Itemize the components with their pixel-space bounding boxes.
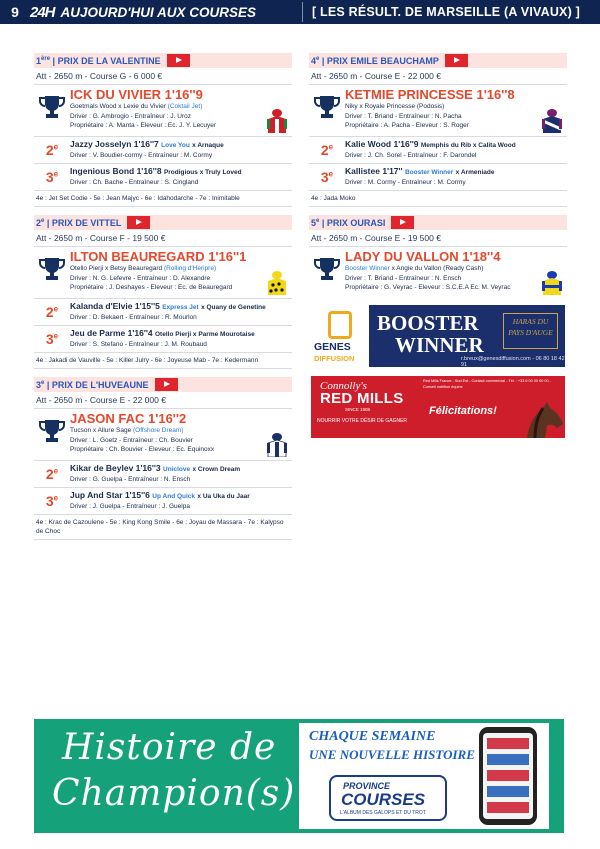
race-info: Att - 2650 m - Course E - 22 000 €: [34, 392, 292, 409]
winner-pedigree-link[interactable]: (Offshore Dream): [133, 427, 184, 434]
place-position: 2e: [45, 142, 59, 158]
place-driver: Driver : S. Stefano - Entraîneur : J. M. Roubaud: [70, 341, 207, 348]
winner-block: [309, 85, 567, 137]
winner-owner: Propriétaire : G. Veyrac - Eleveur : S.C.E.A Ec. M. Veyrac: [345, 284, 511, 291]
winner-pedigree: Goetmals Wood x Lexie du Vivier: [70, 103, 166, 110]
jockey-silk-icon: [539, 107, 565, 133]
winner-name: ILTON BEAUREGARD 1'16''1: [70, 249, 247, 264]
winner-pedigree-link[interactable]: Booster Winner: [345, 265, 390, 272]
ad-info: Red Mills France - Sud Est - Contact commercial - Tél. : +33 6 00 00 00 00 - Conseil nutrition équine: [423, 379, 551, 389]
place-dam: Prodigious x Truly Loved: [163, 169, 242, 176]
race-4: [309, 53, 567, 207]
place-driver: Driver : V. Boudier-cormy - Entraîneur : M. Cormy: [70, 152, 213, 159]
logo-line-1: PROVINCE: [343, 781, 391, 791]
place-position: 3e: [45, 331, 59, 347]
horse-head-icon: [517, 400, 565, 438]
place-horse: Kalie Wood 1'16''9: [345, 139, 419, 149]
place-horse: Kikar de Beylev 1'16''3: [70, 463, 161, 473]
right-column: [309, 53, 567, 307]
genes-diffusion-logo: [311, 305, 369, 367]
race-header: [34, 377, 292, 392]
province-courses-logo: [329, 775, 447, 821]
other-places: 4e : Jakadi de Vauville - 5e : Killer Julry - 6e : Joyeuse Mab - 7e : Kedermann: [34, 353, 292, 369]
place-horse: Kallistee 1'17'': [345, 166, 403, 176]
winner-pedigree: Tucson x Allure Sage: [70, 427, 132, 434]
place-sire-link[interactable]: Love You: [161, 142, 190, 149]
ad-congrats: Félicitations!: [429, 405, 497, 417]
jockey-silk-icon: [264, 431, 290, 457]
place-dam: x Crown Dream: [192, 466, 241, 473]
winner-driver: Driver : T. Briand - Entraîneur : N. Ensch: [345, 274, 462, 282]
race-header: [309, 53, 567, 68]
ad-brand-sub: DIFFUSION: [314, 354, 355, 363]
place-sire-link[interactable]: Uniclove: [163, 466, 191, 473]
winner-driver: Driver : G. Ambrogio - Entraîneur : J. Uroz: [70, 112, 192, 120]
ad-brand: RED MILLS: [320, 390, 404, 407]
race-info: Att - 2650 m - Course E - 19 500 €: [309, 230, 567, 247]
place-horse: Jup And Star 1'15''6: [70, 490, 150, 500]
race-header: [34, 53, 292, 68]
brand-logo: 24H: [30, 3, 55, 21]
left-column: [34, 53, 292, 548]
ad-since: SINCE 1908: [345, 407, 371, 412]
logo-line-2: COURSES: [341, 790, 426, 809]
other-places: 4e : Krac de Cazoulene - 5e : King Kong Smile - 6e : Joyau de Massara - 7e : Kalypso de Choc: [34, 515, 292, 540]
results-title: [ LES RÉSULT. DE MARSEILLE (A VIVAUX) ]: [312, 5, 580, 19]
place-row: [309, 164, 567, 191]
place-sire-link[interactable]: Express Jet: [162, 304, 199, 311]
winner-owner: Propriétaire : J. Deshayes - Eleveur : Ec. de Beauregard: [70, 284, 233, 291]
race-3: [34, 377, 292, 540]
race-number: 1: [36, 55, 42, 66]
haras-badge: HARAS DU PAYS D'AUGE: [503, 313, 558, 349]
place-driver: Driver : J. Guelpa - Entraîneur : J. Guelpa: [70, 503, 190, 510]
place-horse: Jeu de Parme 1'16''4: [70, 328, 153, 338]
place-sire-link[interactable]: Booster Winner: [404, 169, 454, 176]
winner-block: [34, 409, 292, 461]
play-video-button[interactable]: [167, 54, 190, 67]
place-horse: Kalanda d'Elvie 1'15''5: [70, 301, 160, 311]
trophy-icon: [309, 87, 345, 133]
race-name: | PRIX DE L'HUVEAUNE: [46, 379, 149, 390]
place-driver: Driver : M. Cormy - Entraîneur : M. Cormy: [345, 179, 466, 186]
race-name: | PRIX EMILE BEAUCHAMP: [321, 55, 439, 66]
logo-line-3: L'ALBUM DES GALOPS ET DU TROT: [340, 810, 426, 816]
winner-driver: Driver : T. Briand - Entraîneur : N. Pacha: [345, 112, 462, 120]
other-places: 4e : Jada Moko: [309, 191, 567, 207]
place-horse: Jazzy Josselyn 1'16''7: [70, 139, 159, 149]
place-position: 3e: [45, 169, 59, 185]
banner-card-line-2: UNE NOUVELLE HISTOIRE: [309, 747, 475, 762]
banner-card: [299, 723, 549, 829]
place-row: [34, 461, 292, 488]
play-video-button[interactable]: [127, 216, 150, 229]
race-name: | PRIX DE VITTEL: [46, 217, 122, 228]
winner-driver: Driver : N. G. Lefevre - Entraîneur : D. Alexandre: [70, 274, 211, 282]
place-row: [34, 488, 292, 515]
place-row: [34, 326, 292, 353]
place-driver: Driver : G. Guelpa - Entraîneur : N. Ensch: [70, 476, 191, 483]
race-ordinal: e: [316, 217, 320, 224]
place-position: 3e: [45, 493, 59, 509]
place-position: 3e: [320, 169, 334, 185]
play-video-button[interactable]: [445, 54, 468, 67]
winner-name: ICK DU VIVIER 1'16''9: [70, 87, 203, 102]
page-number: 9: [11, 4, 19, 20]
race-info: Att - 2650 m - Course F - 19 500 €: [34, 230, 292, 247]
ad-brand: GENES: [314, 341, 351, 353]
header-divider: [302, 2, 303, 22]
winner-name: JASON FAC 1'16''2: [70, 411, 187, 426]
place-horse: Ingenious Bond 1'16''8: [70, 166, 162, 176]
race-1: [34, 53, 292, 207]
place-row: [34, 299, 292, 326]
place-driver: Driver : J. Ch. Sorel - Entraîneur : F. Darondel: [345, 152, 477, 159]
race-info: Att - 2650 m - Course E - 22 000 €: [309, 68, 567, 85]
place-driver: Driver : D. Bekaert - Entraîneur : R. Mourlon: [70, 314, 197, 321]
place-sire-link[interactable]: Up And Quick: [152, 493, 196, 500]
banner-title-2: Champion(s): [52, 773, 296, 814]
place-dam: x Armeniade: [455, 169, 495, 176]
jockey-silk-icon: [264, 107, 290, 133]
race-5: [309, 215, 567, 299]
other-places: 4e : Jet Set Codie - 5e : Jean Majyc - 6e : Idahodarche - 7e : Inimitable: [34, 191, 292, 207]
winner-name: LADY DU VALLON 1'18''4: [345, 249, 501, 264]
genes-logo-icon: [328, 311, 352, 339]
place-dam: x Quany de Genetine: [201, 304, 266, 311]
place-position: 2e: [45, 466, 59, 482]
phone-screen: [483, 733, 533, 819]
winner-block: [309, 247, 567, 299]
section-title: AUJOURD'HUI AUX COURSES: [60, 4, 257, 20]
winner-pedigree-link[interactable]: (Coktail Jet): [167, 103, 203, 110]
place-row: [309, 137, 567, 164]
place-dam: x Arnaque: [192, 142, 224, 149]
jockey-silk-icon: [264, 269, 290, 295]
page-header: [0, 0, 600, 24]
trophy-icon: [34, 411, 70, 457]
winner-pedigree: Niky x Royale Princesse (Podosis): [345, 103, 445, 110]
phone-icon: [479, 727, 537, 825]
place-dam: x Ua Uka du Jaar: [197, 493, 250, 500]
play-video-button[interactable]: [391, 216, 414, 229]
red-mills-ad[interactable]: [311, 376, 565, 438]
race-name: | PRIX DE LA VALENTINE: [52, 55, 161, 66]
place-position: 2e: [320, 142, 334, 158]
race-ordinal: ère: [41, 55, 51, 62]
winner-owner: Propriétaire : Ch. Bouvier - Eleveur : Ec. Equinoxx: [70, 446, 215, 453]
race-number: 4: [311, 55, 317, 66]
banner-card-line-1: CHAQUE SEMAINE: [309, 729, 436, 744]
race-header: [34, 215, 292, 230]
ad-headline-1: BOOSTER: [377, 311, 479, 335]
race-ordinal: e: [316, 55, 320, 62]
winner-pedigree: Otello Pierji x Betsy Beauregard: [70, 265, 163, 272]
race-ordinal: e: [41, 379, 45, 386]
place-row: [34, 164, 292, 191]
race-header: [309, 215, 567, 230]
race-number: 2: [36, 217, 42, 228]
jockey-silk-icon: [539, 269, 565, 295]
winner-pedigree-link[interactable]: (Rolling d'Heripre): [163, 265, 217, 272]
race-name: | PRIX OURASI: [321, 217, 386, 228]
race-number: 5: [311, 217, 317, 228]
place-driver: Driver : Ch. Bache - Entraîneur : S. Cingland: [70, 179, 199, 186]
trophy-icon: [34, 87, 70, 133]
winner-owner: Propriétaire : A. Manta - Eleveur : Ec. J. Y. Lecuyer: [70, 122, 217, 129]
winner-block: [34, 85, 292, 137]
trophy-icon: [34, 249, 70, 295]
winner-name: KETMIE PRINCESSE 1'16''8: [345, 87, 515, 102]
race-number: 3: [36, 379, 42, 390]
play-video-button[interactable]: [155, 378, 178, 391]
ad-tagline: NOURRIR VOTRE DÉSIR DE GAGNER: [317, 418, 408, 424]
winner-block: [34, 247, 292, 299]
ad-brand-script: Connolly's: [320, 380, 367, 392]
banner-title-1: Histoire de: [62, 727, 277, 768]
race-2: [34, 215, 292, 369]
race-ordinal: e: [41, 217, 45, 224]
race-info: Att - 2650 m - Course G - 6 000 €: [34, 68, 292, 85]
winner-pedigree: x Angie du Vallon (Ready Cash): [391, 265, 484, 272]
booster-winner-ad[interactable]: [311, 305, 565, 367]
trophy-icon: [309, 249, 345, 296]
histoire-banner[interactable]: [34, 719, 564, 833]
winner-driver: Driver : L. Goetz - Entraîneur : Ch. Bouvier: [70, 436, 193, 444]
place-dam: Memphis du Rib x Calita Wood: [420, 142, 516, 149]
place-position: 2e: [45, 304, 59, 320]
ad-contact: r.breux@genesdiffusion.com - 06 80 18 42 91: [461, 356, 565, 367]
winner-owner: Propriétaire : A. Pacha - Eleveur : S. Roger: [345, 122, 469, 129]
ad-headline-2: WINNER: [395, 333, 484, 357]
place-row: [34, 137, 292, 164]
place-dam: Otello Pierji x Parme Mourotaise: [155, 331, 255, 338]
